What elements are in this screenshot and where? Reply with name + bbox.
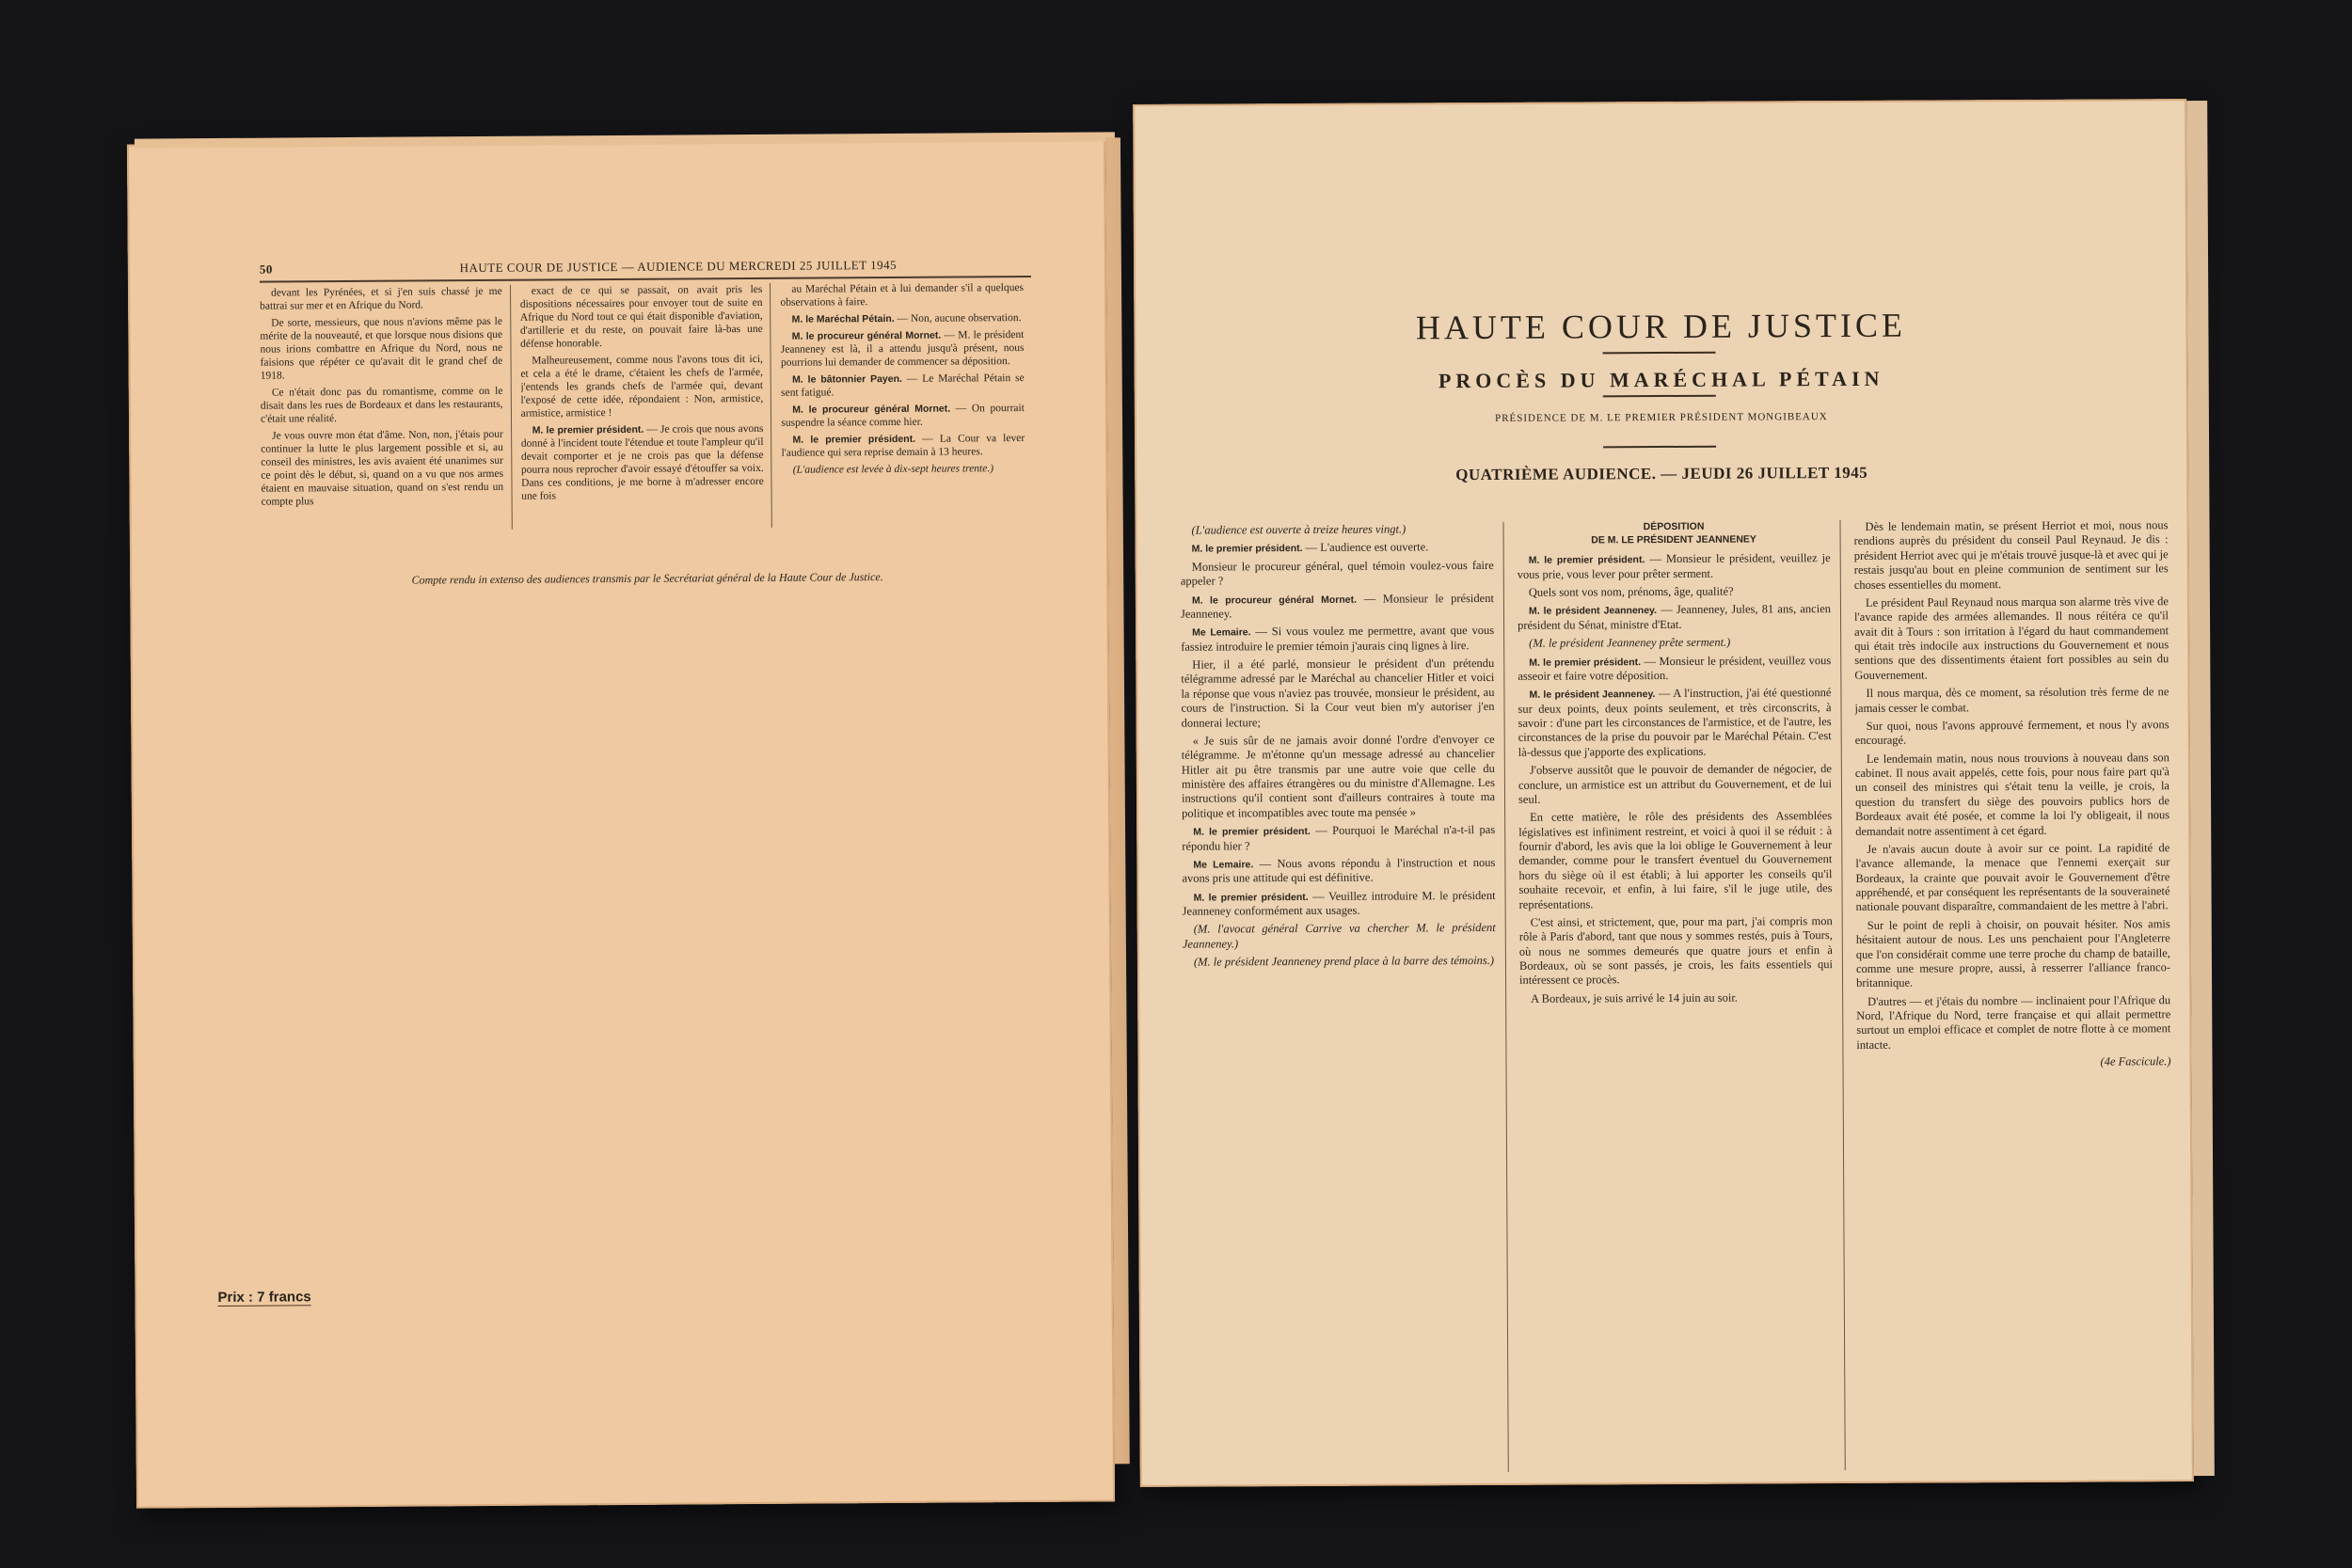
- trial-subtitle: PROCÈS DU MARÉCHAL PÉTAIN: [1438, 366, 1884, 393]
- paragraph: [1518, 551, 1831, 581]
- speaker: M. le procureur général Mornet.: [792, 403, 951, 416]
- presidence-line: PRÉSIDENCE DE M. LE PREMIER PRÉSIDENT MONGIBEAUX: [1495, 411, 1828, 424]
- stage-direction: (M. l'avocat général Carrive va chercher M. le président Jeanneney.): [1182, 921, 1496, 951]
- paragraph: [1518, 654, 1831, 684]
- paragraph: [521, 422, 764, 503]
- page-number: 50: [259, 261, 273, 277]
- paragraph: « Je suis sûr de ne jamais avoir donné l'ordre d'envoyer ce télégramme. Je m'étonne qu'un message adressé au chancelier Hitler ait pu être transmis par une autre voie que celle du ministère des affaires étrangères ou du ministre d'Allemagne. Les instructions qu'il contient sont d'ailleurs contraires à toute ma politique et incompatibles avec toute ma pensée »: [1181, 732, 1496, 820]
- audience-heading: QUATRIÈME AUDIENCE. — JEUDI 26 JUILLET 1945: [1455, 463, 1868, 484]
- transcript-columns: [1180, 518, 2182, 1474]
- paragraph: D'autres — et j'étais du nombre — inclinaient pour l'Afrique du Nord, l'Afrique du Nord, terre française et qui allait permettre surtout un emploi efficace et complet de notre flotte à ce moment intacte.: [1856, 992, 2171, 1052]
- speech: — Non, aucune observation.: [894, 312, 1022, 325]
- paragraph: Sur quoi, nous l'avons approuvé fermement, et nous l'y avons encouragé.: [1854, 718, 2169, 748]
- speaker: M. le premier président.: [792, 433, 916, 446]
- speech: — Monsieur le président Jeanneney.: [1180, 591, 1494, 621]
- speech: — Veuillez introduire M. le président Jeanneney conformément aux usages.: [1182, 888, 1496, 918]
- back-page-booklet: [127, 137, 1115, 1508]
- fascicule-number: (4e Fascicule.): [2100, 1054, 2171, 1069]
- paragraph: Malheureusement, comme nous l'avons tous dit ici, et cela a été le drame, c'étaient les chefs de l'armée, j'entends les grands chefs de l'armée qui, devant l'exposé de cette idée, répondaient : Non, armistice, armistice, armistice !: [520, 354, 764, 420]
- paragraph: Hier, il a été parlé, monsieur le président d'un prétendu télégramme adressé par le Maréchal au chancelier Hitler et voici la réponse que vous n'aviez pas trouvée, monsieur le président, au cours de l'instruction. Si la Cour veut bien m'y autoriser j'en donnerai lecture;: [1181, 656, 1495, 730]
- speaker: M. le premier président.: [1529, 656, 1642, 669]
- speaker: M. le premier président.: [1528, 554, 1645, 567]
- paragraph: [781, 328, 1025, 370]
- running-header: [260, 257, 1031, 283]
- speaker: M. le procureur général Mornet.: [1191, 594, 1358, 607]
- speech: — Monsieur le président, veuillez je vous prie, vous lever pour prêter serment.: [1517, 551, 1831, 581]
- speech: — Monsieur le président, veuillez vous asseoir et faire votre déposition.: [1518, 653, 1832, 683]
- paragraph: [1181, 624, 1494, 654]
- paragraph: J'observe aussitôt que le pouvoir de demander de négocier, de conclure, un armistice est un attribut du Gouvernement, et de lui seul.: [1518, 762, 1832, 806]
- publication-title: HAUTE COUR DE JUSTICE: [1415, 306, 1907, 347]
- speech: — Le Maréchal Pétain se sent fatigué.: [781, 372, 1025, 399]
- paragraph: Monsieur le procureur général, quel témoin voulez-vous faire appeler ?: [1180, 558, 1494, 588]
- paragraph: [1518, 686, 1831, 760]
- speaker: M. le président Jeanneney.: [1528, 605, 1658, 618]
- column-3: [1853, 518, 2182, 1470]
- compte-rendu-note: Compte rendu in extenso des audiences transmis par le Secrétariat général de la Haute Cour de Justice.: [411, 570, 883, 587]
- paragraph: Il nous marqua, dès ce moment, sa résolution très ferme de ne jamais cesser le combat.: [1854, 685, 2169, 715]
- column-2: [520, 283, 772, 530]
- speaker: M. le premier président.: [1193, 826, 1311, 838]
- paragraph: A Bordeaux, je suis arrivé le 14 juin au soir.: [1531, 990, 1738, 1006]
- paragraph: [1183, 889, 1496, 919]
- speech: — L'audience est ouverte.: [1302, 540, 1429, 555]
- paragraph: [781, 432, 1025, 460]
- stage-direction: (M. le président Jeanneney prête serment.): [1529, 635, 1731, 650]
- running-title: HAUTE COUR DE JUSTICE — AUDIENCE DU MERCREDI 25 JUILLET 1945: [459, 257, 898, 276]
- paragraph: Quels sont vos nom, prénoms, âge, qualité?: [1528, 584, 1734, 599]
- paragraph: Dès le lendemain matin, se présent Herriot et moi, nous nous rendions auprès du président du conseil Paul Reynaud. Je dis : président Herriot avec qui je m'étais trouvé jusque-là et avec qui je restais jusqu'au bout en pleine communion de sentiment sur les choses essentielles du moment.: [1853, 518, 2169, 592]
- speech: — Jeanneney, Jules, 81 ans, ancien président du Sénat, ministre d'Etat.: [1518, 602, 1832, 632]
- presidence-rule: [1603, 446, 1716, 449]
- speaker: M. le président Jeanneney.: [1529, 689, 1656, 702]
- paragraph: Je n'avais aucun doute à avoir sur ce point. La rapidité de l'avance allemande, la menace que l'ennemi exerçait sur Bordeaux, la crainte que pouvait avoir le Gouvernement d'être appréhendé, et par conséquent les représentants de la souveraineté nationale pouvant disparaître, commandaient de les mettre à l'abri.: [1855, 841, 2170, 914]
- speech: — A l'instruction, j'ai été questionné sur deux points, deux points seulement, et très circonscrits, à savoir : d'une part les circonstances de l'armistice, et de l'autre, les circonstances de la prise du pouvoir par le Maréchal Pétain. C'est là-dessus que j'apporte des explications.: [1518, 686, 1832, 759]
- paragraph: De sorte, messieurs, que nous n'avions même pas le mérite de la nouveauté, et que lorsque nous disions que nous irions combattre en Afrique du Nord, nous ne faisions que répéter ce qu'avait dit le grand chef de 1918.: [260, 315, 503, 382]
- column-3: [780, 281, 1032, 528]
- paragraph: [1518, 602, 1831, 632]
- paragraph: Le président Paul Reynaud nous marqua son alarme très vive de l'avance rapide des armées allemandes. Il nous réitéra ce qu'il avait dit à Tours : son irritation à l'égard du haut commandement qui était très indocile aux instructions du Gouvernement et nous sentions que des dissentiments étaient fort possibles au sein du Gouvernement.: [1853, 594, 2169, 682]
- deposition-heading-line: DE M. LE PRÉSIDENT JEANNENEY: [1591, 533, 1756, 546]
- paragraph: [1182, 856, 1495, 886]
- speech: — M. le président Jeanneney est là, il a attendu jusqu'à présent, nous pourrions lui demander de commencer sa déposition.: [780, 329, 1025, 369]
- paragraph: [1182, 823, 1495, 853]
- stage-direction: (L'audience est levée à dix-sept heures trente.): [792, 463, 994, 476]
- paragraph: [1181, 540, 1494, 556]
- speech: — Je crois que nous avons donné à l'incident toute l'étendue et toute l'ampleur qu'il devait comporter et je ne crois pas que la défense pourra nous reprocher d'avoir essayé d'étouffer sa voix. Dans ces conditions, je me borne à m'adresser encore une fois: [520, 423, 764, 502]
- speaker: M. le premier président.: [1191, 543, 1303, 555]
- paragraph: [1181, 591, 1494, 621]
- deposition-heading-line: DÉPOSITION: [1643, 520, 1705, 533]
- paragraph: devant les Pyrénées, et si j'en suis chassé je me battrai sur mer et en Afrique du Nord.: [260, 285, 502, 312]
- speaker: M. le premier président.: [532, 423, 644, 436]
- speech: — Pourquoi le Maréchal n'a-t-il pas répondu hier ?: [1182, 823, 1496, 853]
- paragraph: Sur le point de repli à choisir, on pouvait hésiter. Nos amis hésitaient autour de nous. Les uns penchaient pour l'Angleterre que l'on considérait comme une terre proche du champ de bataille, comme une mesure propre, aussi, à resserrer l'alliance franco-britannique.: [1855, 916, 2171, 990]
- transcript-columns: [260, 281, 1033, 531]
- price-label: Prix : 7 francs: [217, 1289, 311, 1307]
- front-page-booklet: [1133, 99, 2194, 1487]
- speech: — On pourrait suspendre la séance comme hier.: [781, 403, 1025, 429]
- stage-direction: (L'audience est ouverte à treize heures vingt.): [1191, 522, 1406, 537]
- paragraph: [781, 402, 1025, 430]
- title-rule: [1603, 352, 1716, 355]
- speech: — La Cour va lever l'audience qui sera reprise demain à 13 heures.: [781, 433, 1025, 459]
- subtitle-rule: [1603, 395, 1716, 398]
- speech: — Si vous voulez me permettre, avant que vous fassiez introduire le premier témoin j'aurais cinq lignes à lire.: [1181, 624, 1495, 654]
- speaker: M. le premier président.: [1193, 891, 1309, 904]
- column-1: [260, 285, 512, 531]
- paragraph: Ce n'était donc pas du romantisme, comme on le disait dans les rues de Bordeaux et dans les restaurants, c'était une réalité.: [260, 385, 503, 425]
- speaker: Me Lemaire.: [1193, 859, 1254, 871]
- speaker: M. le procureur général Mornet.: [791, 329, 942, 342]
- column-1: [1180, 522, 1508, 1474]
- paragraph: En cette matière, le rôle des présidents des Assemblées législatives est infiniment restreint, et voici à quoi il se réduit : à fournir d'abord, les avis que la loi oblige le Gouvernement à leur demander, comme pour le transfert éventuel du Gouvernement hors du siège où il est établi; à lui apporter les conseils qu'il souhaite recevoir, et enfin, à lui faire, s'il le juge utile, des représentations.: [1518, 809, 1833, 911]
- speaker: M. le bâtonnier Payen.: [792, 372, 902, 386]
- speech: — Nous avons répondu à l'instruction et nous avons pris une attitude qui est définitive.: [1182, 855, 1496, 885]
- speaker: Me Lemaire.: [1192, 626, 1251, 639]
- speaker: M. le Maréchal Pétain.: [791, 312, 895, 325]
- paragraph: Je vous ouvre mon état d'âme. Non, non, j'étais pour continuer la lutte le plus largement possible et si, au conseil des ministres, les avis avaient été unanimes sur ce point dès le début, si, quand on a vu que nos armes étaient en mauvaise situation, quand on s'est rendu un compte plus: [261, 429, 504, 508]
- column-2: [1517, 520, 1845, 1472]
- paragraph: Le lendemain matin, nous nous trouvions à nouveau dans son cabinet. Il nous avait appelés, cette fois, pour nous faire part qu'à un conseil des ministres qui s'était tenu la veille, je crois, la question du transfert du siège des pouvoirs publics hors de Bordeaux avait été posée, et comme la loi l'y obligeait, il nous demandait notre assentiment à cet égard.: [1854, 750, 2170, 838]
- deposition-heading: [1517, 520, 1830, 547]
- paragraph: exact de ce qui se passait, on avait pris les dispositions nécessaires pour envoyer tout de suite en Afrique du Nord tout ce qui était disponible d'aviation, d'artillerie et du reste, on pouvait faire là-bas une défense honorable.: [519, 283, 763, 350]
- stage-direction: (M. le président Jeanneney prend place à la barre des témoins.): [1193, 954, 1495, 969]
- paragraph: [781, 311, 1025, 326]
- paragraph: [781, 372, 1025, 400]
- paragraph: C'est ainsi, et strictement, que, pour ma part, j'ai compris mon rôle à Paris d'abord, tant que nous y sommes restés, puis à Tours, où nous ne sommes demeurés que quatre jours et enfin à Bordeaux, où se sont passés, je crois, les faits essentiels qui intéressent ce procès.: [1518, 913, 1833, 988]
- paragraph: au Maréchal Pétain et à lui demander s'il a quelques observations à faire.: [780, 281, 1025, 309]
